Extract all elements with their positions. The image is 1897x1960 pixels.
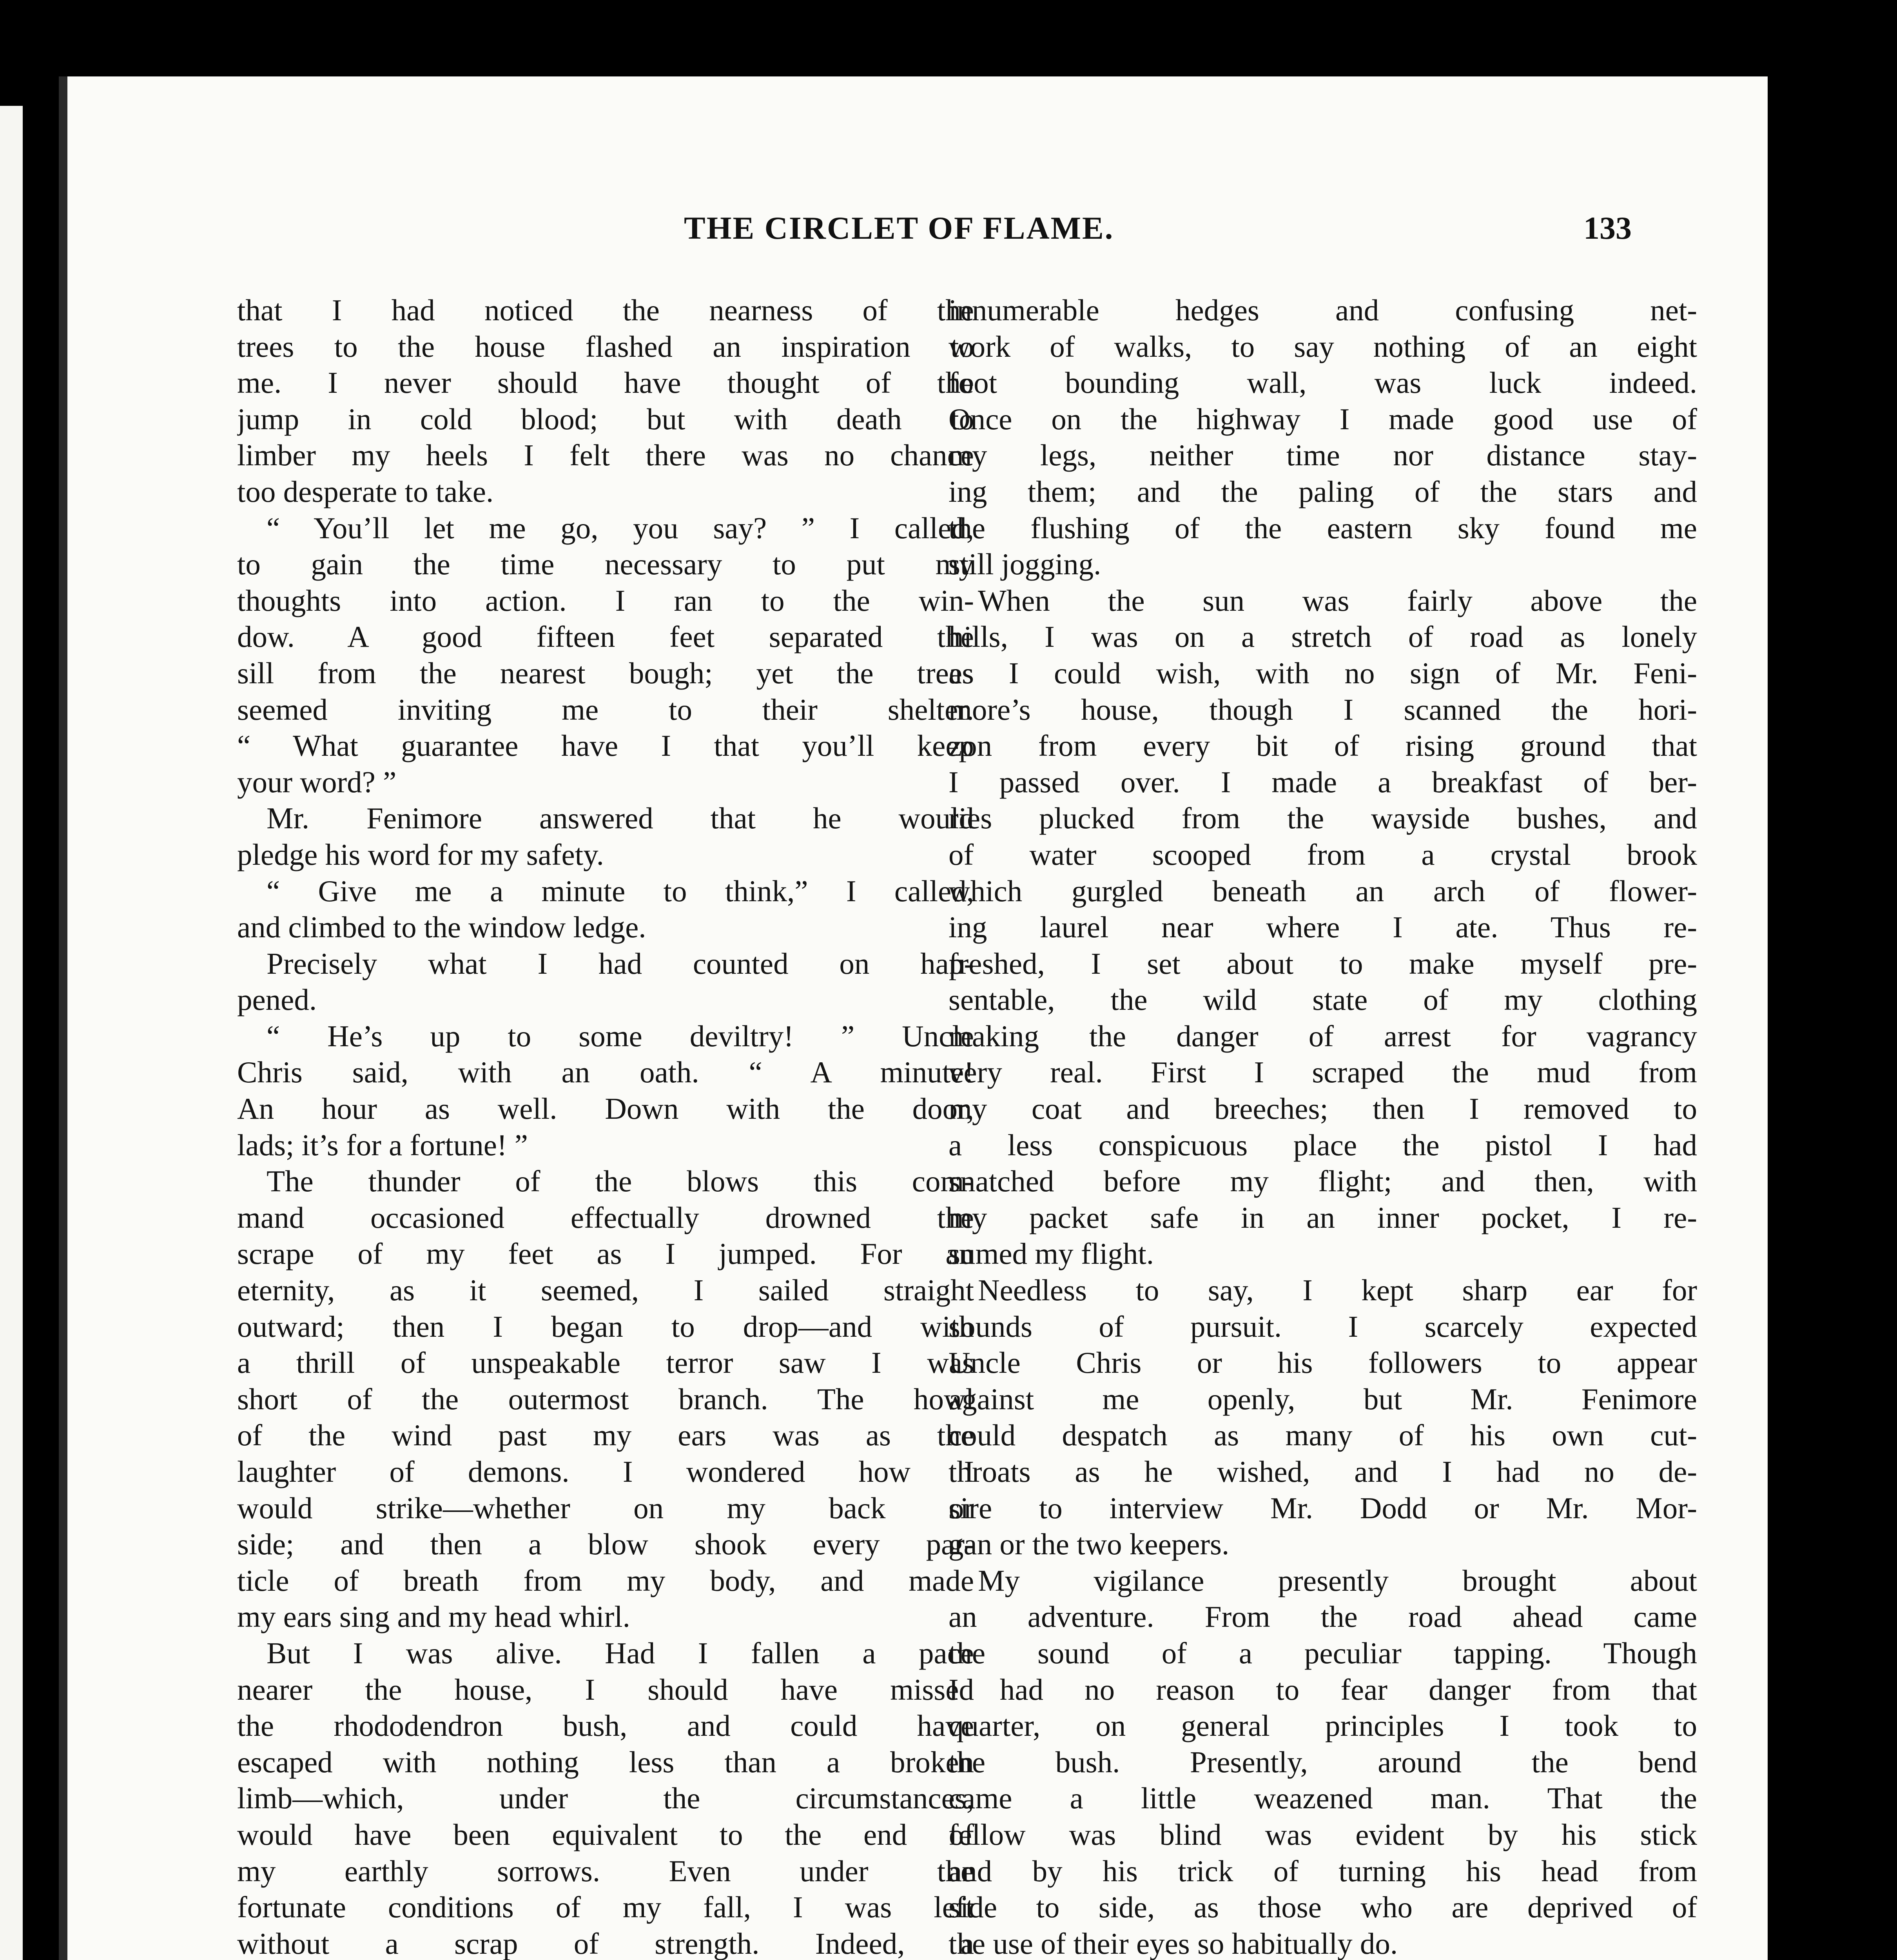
text-line: would have been equivalent to the end of [237,1817,974,1851]
text-line: of the wind past my ears was as the [237,1418,974,1452]
text-line: eternity, as it seemed, I sailed straight [237,1273,974,1307]
text-line: pened. [237,983,317,1017]
text-line: nearer the house, I should have missed [237,1672,974,1706]
text-line: hills, I was on a stretch of road as lonely [948,620,1697,654]
text-line: of water scooped from a crystal brook [948,837,1697,871]
text-line: my coat and breeches; then I removed to [948,1092,1697,1126]
text-line: mand occasioned effectually drowned the [237,1200,974,1234]
page-gutter-shadow [59,76,67,1960]
text-line: as I could wish, with no sign of Mr. Feni- [948,656,1697,690]
text-line: sounds of pursuit. I scarcely expected [948,1309,1697,1343]
page-number: 133 [1583,210,1632,246]
text-line: “ Give me a minute to think,” I called, [267,874,974,908]
text-line: came a little weazened man. That the [948,1781,1697,1815]
text-line: lads; it’s for a fortune! ” [237,1128,528,1162]
text-line: the flushing of the eastern sky found me [948,511,1697,545]
text-line: my earthly sorrows. Even under the [237,1854,974,1888]
text-line: ries plucked from the wayside bushes, and [948,801,1697,835]
text-line: scrape of my feet as I jumped. For an [237,1237,974,1271]
text-line: dow. A good fifteen feet separated the [237,620,974,654]
text-line: a thrill of unspeakable terror saw I was [237,1346,974,1380]
text-line: Precisely what I had counted on hap- [267,946,974,980]
text-line: more’s house, though I scanned the hori- [948,692,1697,726]
text-line: sill from the nearest bough; yet the trees [237,656,974,690]
text-line: that I had noticed the nearness of the [237,293,974,327]
text-line: very real. First I scraped the mud from [948,1055,1697,1089]
text-line: Once on the highway I made good use of [948,402,1697,436]
text-line: me. I never should have thought of the [237,366,974,400]
text-line: the sound of a peculiar tapping. Though [948,1636,1697,1670]
right-text-column [948,292,1697,1960]
text-line: without a scrap of strength. Indeed, a [237,1926,974,1960]
text-line: laughter of demons. I wondered how I [237,1455,974,1488]
text-line: innumerable hedges and confusing net- [948,293,1697,327]
text-line: “ He’s up to some deviltry! ” Uncle [267,1019,974,1053]
text-line: sire to interview Mr. Dodd or Mr. Mor- [948,1491,1697,1525]
text-line: “ What guarantee have I that you’ll keep [237,729,974,763]
text-line: my legs, neither time nor distance stay- [948,438,1697,472]
text-line: short of the outermost branch. The howl [237,1382,974,1416]
text-line: making the danger of arrest for vagrancy [948,1019,1697,1053]
text-line: sumed my flight. [948,1237,1154,1271]
text-line: the rhododendron bush, and could have [237,1709,974,1743]
text-line: and by his trick of turning his head from [948,1854,1697,1888]
text-line: My vigilance presently brought about [978,1563,1697,1597]
text-line: your word? ” [237,765,397,799]
text-line: ing laurel near where I ate. Thus re- [948,910,1697,944]
text-line: pledge his word for my safety. [237,837,604,871]
text-line: But I was alive. Had I fallen a pace [267,1636,974,1670]
text-line: side to side, as those who are deprived of [948,1890,1697,1924]
text-line: fortunate conditions of my fall, I was left [237,1890,974,1924]
text-line: I had no reason to fear danger from that [948,1672,1697,1706]
text-line: ticle of breath from my body, and made [237,1563,974,1597]
text-line: against me openly, but Mr. Fenimore [948,1382,1697,1416]
text-line: the bush. Presently, around the bend [948,1745,1697,1779]
text-line: limber my heels I felt there was no chance [237,438,974,472]
text-line: fellow was blind was evident by his stick [948,1817,1697,1851]
text-line: escaped with nothing less than a broken [237,1745,974,1779]
text-line: Uncle Chris or his followers to appear [948,1346,1697,1380]
text-line: Needless to say, I kept sharp ear for [978,1273,1697,1307]
text-line: When the sun was fairly above the [978,583,1697,617]
text-line: thoughts into action. I ran to the win- [237,583,974,617]
text-line: outward; then I began to drop—and with [237,1309,974,1343]
text-line: the use of their eyes so habitually do. [948,1926,1398,1960]
text-line: An hour as well. Down with the door, [237,1092,974,1126]
text-line: my packet safe in an inner pocket, I re- [948,1200,1697,1234]
text-line: work of walks, to say nothing of an eight [948,329,1697,363]
left-text-column [237,292,974,1960]
text-line: trees to the house flashed an inspiration to [237,329,974,363]
text-line: gan or the two keepers. [948,1527,1230,1561]
text-line: too desperate to take. [237,474,494,508]
text-line: snatched before my flight; and then, with [948,1164,1697,1198]
text-line: to gain the time necessary to put my [237,547,974,581]
text-line: my ears sing and my head whirl. [237,1600,630,1634]
text-line: a less conspicuous place the pistol I had [948,1128,1697,1162]
text-line: I passed over. I made a breakfast of ber- [948,765,1697,799]
text-line: Chris said, with an oath. “ A minute! [237,1055,974,1089]
text-line: which gurgled beneath an arch of flower- [948,874,1697,908]
text-line: The thunder of the blows this com- [267,1164,974,1198]
text-line: ing them; and the paling of the stars and [948,474,1697,508]
running-title: THE CIRCLET OF FLAME. [684,210,1114,246]
book-page [59,76,1768,1960]
text-line: limb—which, under the circumstances, [237,1781,974,1815]
text-line: still jogging. [948,547,1101,581]
text-line: sentable, the wild state of my clothing [948,983,1697,1017]
text-line: would strike—whether on my back or [237,1491,974,1525]
text-line: “ You’ll let me go, you say? ” I called, [267,511,974,545]
text-line: throats as he wished, and I had no de- [948,1455,1697,1488]
text-line: could despatch as many of his own cut- [948,1418,1697,1452]
text-line: side; and then a blow shook every par- [237,1527,974,1561]
text-line: an adventure. From the road ahead came [948,1600,1697,1634]
text-line: zon from every bit of rising ground that [948,729,1697,763]
text-line: Mr. Fenimore answered that he would [267,801,974,835]
text-line: quarter, on general principles I took to [948,1709,1697,1743]
text-line: foot bounding wall, was luck indeed. [948,366,1697,400]
facing-page-edge [0,106,23,1960]
text-line: and climbed to the window ledge. [237,910,646,944]
text-line: seemed inviting me to their shelter. [237,692,974,726]
text-line: freshed, I set about to make myself pre- [948,946,1697,980]
text-line: jump in cold blood; but with death to [237,402,974,436]
